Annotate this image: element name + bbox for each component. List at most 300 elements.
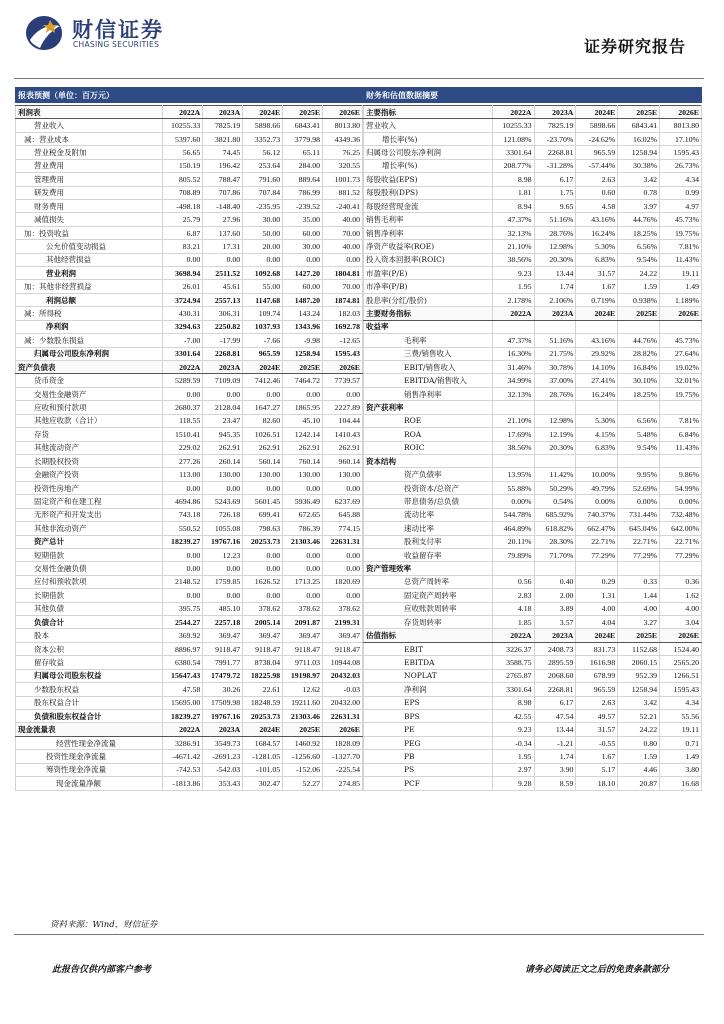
table-row xyxy=(364,750,702,763)
value-cell: 4694.86 xyxy=(163,495,203,508)
header-divider xyxy=(14,78,704,79)
value-cell: 20.30% xyxy=(534,441,576,454)
table-row xyxy=(16,401,363,414)
value-cell: 3.42 xyxy=(618,173,660,186)
value-cell: 1343.96 xyxy=(283,320,323,333)
table-section-header xyxy=(16,361,363,374)
row-label: 股利支付率 xyxy=(364,535,493,548)
value-cell xyxy=(660,454,702,467)
value-cell: 21.75% xyxy=(534,347,576,360)
value-cell xyxy=(576,401,618,414)
value-cell: 3779.98 xyxy=(283,132,323,145)
value-cell: 45.61 xyxy=(203,280,243,293)
value-cell: 2268.81 xyxy=(534,146,576,159)
value-cell: 3286.91 xyxy=(163,736,203,749)
value-cell: 0.00 xyxy=(163,481,203,494)
value-cell: 38.56% xyxy=(492,441,534,454)
value-cell: 12.62 xyxy=(283,683,323,696)
summary-column xyxy=(363,87,702,910)
table-row xyxy=(16,468,363,481)
value-cell: 0.00 xyxy=(163,548,203,561)
value-cell: -240.41 xyxy=(323,199,363,212)
table-row xyxy=(364,454,702,467)
value-cell: 1510.41 xyxy=(163,428,203,441)
row-label: 毛利率 xyxy=(364,334,493,347)
value-cell: 6.56% xyxy=(618,240,660,253)
table-section-header xyxy=(16,106,363,119)
year-header-cell: 2024E xyxy=(243,723,283,736)
value-cell: 3.90 xyxy=(534,763,576,776)
value-cell: 8738.04 xyxy=(243,656,283,669)
value-cell: 0.00 xyxy=(323,562,363,575)
value-cell: 3698.94 xyxy=(163,267,203,280)
value-cell: 9.54% xyxy=(618,441,660,454)
row-label: 净利润 xyxy=(364,683,493,696)
value-cell: 17.10% xyxy=(660,132,702,145)
table-row xyxy=(364,575,702,588)
value-cell: 788.47 xyxy=(203,173,243,186)
row-label: 交易性金融资产 xyxy=(16,387,163,400)
value-cell: 6.87 xyxy=(163,226,203,239)
data-source-note: 资料来源：Wind，财信证券 xyxy=(50,920,158,930)
year-header-cell: 2025E xyxy=(283,361,323,374)
value-cell: 12.98% xyxy=(534,414,576,427)
value-cell: 5601.45 xyxy=(243,495,283,508)
value-cell: 16.84% xyxy=(618,361,660,374)
value-cell: 1152.68 xyxy=(618,642,660,655)
value-cell xyxy=(492,562,534,575)
year-header-cell: 2024E xyxy=(576,307,618,320)
row-label: 营业费用 xyxy=(16,159,163,172)
value-cell: 208.77% xyxy=(492,159,534,172)
table-row xyxy=(364,320,702,333)
value-cell: 1626.52 xyxy=(243,575,283,588)
value-cell: 196.42 xyxy=(203,159,243,172)
value-cell: 17.69% xyxy=(492,428,534,441)
value-cell: 20253.73 xyxy=(243,709,283,722)
value-cell: 51.16% xyxy=(534,334,576,347)
row-label: 投资性现金净流量 xyxy=(16,750,163,763)
value-cell: 20.87 xyxy=(618,777,660,790)
value-cell: 44.76% xyxy=(618,213,660,226)
value-cell: 1487.20 xyxy=(283,293,323,306)
value-cell: 945.35 xyxy=(203,428,243,441)
value-cell: 2.63 xyxy=(576,173,618,186)
value-cell: 3724.94 xyxy=(163,293,203,306)
value-cell: 0.60 xyxy=(576,186,618,199)
value-cell: 889.64 xyxy=(283,173,323,186)
value-cell: 0.00 xyxy=(283,481,323,494)
value-cell: 26.73% xyxy=(660,159,702,172)
value-cell: 0.00 xyxy=(243,481,283,494)
value-cell: 31.57 xyxy=(576,723,618,736)
value-cell: -1327.70 xyxy=(323,750,363,763)
value-cell: 277.26 xyxy=(163,454,203,467)
value-cell: 7825.19 xyxy=(534,119,576,132)
table-row xyxy=(364,428,702,441)
row-label: 减值损失 xyxy=(16,213,163,226)
value-cell: 2680.37 xyxy=(163,401,203,414)
value-cell xyxy=(534,401,576,414)
table-row xyxy=(364,387,702,400)
table-section-header xyxy=(364,629,702,642)
value-cell: 2544.27 xyxy=(163,616,203,629)
row-label: 现金流量净额 xyxy=(16,777,163,790)
row-label: 市净率(P/B) xyxy=(364,280,493,293)
value-cell: 881.52 xyxy=(323,186,363,199)
value-cell: 13.44 xyxy=(534,267,576,280)
value-cell: 0.00 xyxy=(203,562,243,575)
value-cell xyxy=(618,401,660,414)
table-row xyxy=(364,132,702,145)
row-label: 销售净利率 xyxy=(364,387,493,400)
value-cell: 560.14 xyxy=(243,454,283,467)
value-cell: 137.60 xyxy=(203,226,243,239)
table-row xyxy=(364,522,702,535)
value-cell: 26.01 xyxy=(163,280,203,293)
value-cell: 16.68 xyxy=(660,777,702,790)
year-header-cell: 2023A xyxy=(534,307,576,320)
value-cell: 20.00 xyxy=(243,240,283,253)
value-cell: 1865.95 xyxy=(283,401,323,414)
value-cell: 5936.49 xyxy=(283,495,323,508)
value-cell: 18.25% xyxy=(618,226,660,239)
value-cell: 9.23 xyxy=(492,723,534,736)
value-cell xyxy=(576,454,618,467)
year-header-cell: 2024E xyxy=(576,106,618,119)
value-cell: 0.00 xyxy=(243,562,283,575)
row-label: 其他经营损益 xyxy=(16,253,163,266)
footer-disclaimer-right: 请务必阅读正文之后的免责条款部分 xyxy=(524,965,669,975)
row-label: 金融资产投资 xyxy=(16,468,163,481)
value-cell: 130.00 xyxy=(243,468,283,481)
value-cell: 791.60 xyxy=(243,173,283,186)
value-cell: 47.37% xyxy=(492,213,534,226)
value-cell: 1874.81 xyxy=(323,293,363,306)
table-row xyxy=(16,629,363,642)
table-row xyxy=(16,146,363,159)
table-row xyxy=(16,562,363,575)
value-cell: 7464.72 xyxy=(283,374,323,387)
value-cell: 3301.64 xyxy=(492,683,534,696)
value-cell: 1.49 xyxy=(660,280,702,293)
value-cell: 70.00 xyxy=(323,280,363,293)
value-cell: -0.03 xyxy=(323,683,363,696)
value-cell xyxy=(576,562,618,575)
row-label: EBIT xyxy=(364,642,493,655)
value-cell: 708.89 xyxy=(163,186,203,199)
value-cell: 8013.80 xyxy=(660,119,702,132)
value-cell: 77.29% xyxy=(660,548,702,561)
value-cell: -1256.60 xyxy=(283,750,323,763)
value-cell: 0.56 xyxy=(492,575,534,588)
value-cell: 302.47 xyxy=(243,777,283,790)
value-cell: 0.00 xyxy=(243,589,283,602)
value-cell: 19.11 xyxy=(660,267,702,280)
value-cell: 9.54% xyxy=(618,253,660,266)
table-row xyxy=(364,146,702,159)
value-cell: 1616.98 xyxy=(576,656,618,669)
value-cell: 2.00 xyxy=(534,589,576,602)
value-cell: 1595.43 xyxy=(323,347,363,360)
row-label: 资产获利率 xyxy=(364,401,493,414)
value-cell: 0.00 xyxy=(283,253,323,266)
table-row xyxy=(364,535,702,548)
year-header-cell: 2023A xyxy=(203,361,243,374)
value-cell: 30.38% xyxy=(618,159,660,172)
value-cell: -31.28% xyxy=(534,159,576,172)
value-cell: 20.30% xyxy=(534,253,576,266)
value-cell: -9.98 xyxy=(283,334,323,347)
value-cell: 30.00 xyxy=(283,240,323,253)
value-cell: 0.00 xyxy=(323,253,363,266)
row-label: 速动比率 xyxy=(364,522,493,535)
value-cell: 5289.59 xyxy=(163,374,203,387)
value-cell: 4.00 xyxy=(660,602,702,615)
table-row xyxy=(364,293,702,306)
value-cell: 60.00 xyxy=(283,226,323,239)
table-row xyxy=(16,226,363,239)
value-cell: 2005.14 xyxy=(243,616,283,629)
table-row xyxy=(364,226,702,239)
value-cell: 0.00 xyxy=(323,481,363,494)
value-cell: 55.00 xyxy=(243,280,283,293)
value-cell: 1.74 xyxy=(534,750,576,763)
value-cell: 21303.46 xyxy=(283,709,323,722)
value-cell: 2257.18 xyxy=(203,616,243,629)
value-cell: 4349.36 xyxy=(323,132,363,145)
value-cell: 952.39 xyxy=(618,669,660,682)
value-cell: 11.43% xyxy=(660,441,702,454)
row-label: 归属母公司股东净利润 xyxy=(364,146,493,159)
row-label: EBIT/销售收入 xyxy=(364,361,493,374)
value-cell: 32.01% xyxy=(660,374,702,387)
value-cell: 1.81 xyxy=(492,186,534,199)
year-header-cell: 2023A xyxy=(534,629,576,642)
value-cell: 1410.43 xyxy=(323,428,363,441)
table-row xyxy=(16,777,363,790)
value-cell: 13.44 xyxy=(534,723,576,736)
value-cell: 70.00 xyxy=(323,226,363,239)
year-header-cell: 2022A xyxy=(492,307,534,320)
row-label: 每股收益(EPS) xyxy=(364,173,493,186)
value-cell: 12.23 xyxy=(203,548,243,561)
value-cell: 50.00 xyxy=(243,226,283,239)
value-cell: 40.00 xyxy=(323,213,363,226)
value-cell: 1692.78 xyxy=(323,320,363,333)
value-cell: 51.16% xyxy=(534,213,576,226)
value-cell: -152.06 xyxy=(283,763,323,776)
value-cell: 121.08% xyxy=(492,132,534,145)
row-label: 资本结构 xyxy=(364,454,493,467)
value-cell: 28.82% xyxy=(618,347,660,360)
year-header-cell: 2026E xyxy=(323,361,363,374)
value-cell: 150.19 xyxy=(163,159,203,172)
value-cell: 1.75 xyxy=(534,186,576,199)
row-label: 净资产收益率(ROE) xyxy=(364,240,493,253)
row-label: 带息债务/总负债 xyxy=(364,495,493,508)
value-cell: 672.65 xyxy=(283,508,323,521)
value-cell: 7412.46 xyxy=(243,374,283,387)
value-cell: -101.05 xyxy=(243,763,283,776)
year-header-cell: 2023A xyxy=(534,106,576,119)
table-row xyxy=(364,374,702,387)
value-cell: 2511.52 xyxy=(203,267,243,280)
value-cell: 5.48% xyxy=(618,428,660,441)
value-cell: 284.00 xyxy=(283,159,323,172)
value-cell: -0.34 xyxy=(492,736,534,749)
table-row xyxy=(16,696,363,709)
value-cell: 0.29 xyxy=(576,575,618,588)
value-cell: 6.83% xyxy=(576,441,618,454)
value-cell: 3588.75 xyxy=(492,656,534,669)
value-cell: 1.95 xyxy=(492,750,534,763)
value-cell: 4.97 xyxy=(660,199,702,212)
value-cell: 6.17 xyxy=(534,173,576,186)
row-label: 应收和预付款项 xyxy=(16,401,163,414)
value-cell: 1595.43 xyxy=(660,146,702,159)
row-label: BPS xyxy=(364,709,493,722)
year-header-cell: 2024E xyxy=(243,361,283,374)
table-row xyxy=(364,481,702,494)
value-cell: -1.21 xyxy=(534,736,576,749)
table-row xyxy=(364,683,702,696)
value-cell: 369.47 xyxy=(203,629,243,642)
value-cell: 1804.81 xyxy=(323,267,363,280)
value-cell: 9.86% xyxy=(660,468,702,481)
value-cell: 30.00 xyxy=(243,213,283,226)
value-cell: 262.91 xyxy=(243,441,283,454)
value-cell: 38.56% xyxy=(492,253,534,266)
row-label: 负债和股东权益合计 xyxy=(16,709,163,722)
value-cell: -4671.42 xyxy=(163,750,203,763)
value-cell: 760.14 xyxy=(283,454,323,467)
financial-tables xyxy=(15,87,702,910)
table-row xyxy=(364,642,702,655)
value-cell: 52.21 xyxy=(618,709,660,722)
value-cell: 1828.09 xyxy=(323,736,363,749)
value-cell: 1460.92 xyxy=(283,736,323,749)
row-label: 研发费用 xyxy=(16,186,163,199)
value-cell: 1427.20 xyxy=(283,267,323,280)
value-cell: 7.81% xyxy=(660,240,702,253)
table-row xyxy=(364,334,702,347)
value-cell: 965.59 xyxy=(576,683,618,696)
row-label: EPS xyxy=(364,696,493,709)
value-cell: 1242.14 xyxy=(283,428,323,441)
value-cell: 5.30% xyxy=(576,414,618,427)
value-cell: 10944.08 xyxy=(323,656,363,669)
row-label: 资产负债率 xyxy=(364,468,493,481)
row-label: 净利润 xyxy=(16,320,163,333)
value-cell: 1524.40 xyxy=(660,642,702,655)
value-cell: 0.00 xyxy=(283,562,323,575)
row-label: 总资产周转率 xyxy=(364,575,493,588)
value-cell: 21.10% xyxy=(492,240,534,253)
value-cell: 29.92% xyxy=(576,347,618,360)
row-label: ROE xyxy=(364,414,493,427)
value-cell: 8896.97 xyxy=(163,642,203,655)
value-cell: 4.18 xyxy=(492,602,534,615)
value-cell: 1001.73 xyxy=(323,173,363,186)
row-label: 长期借款 xyxy=(16,589,163,602)
forecast-table xyxy=(15,105,363,791)
value-cell: -24.62% xyxy=(576,132,618,145)
value-cell: 618.82% xyxy=(534,522,576,535)
row-label: 投入资本回报率(ROIC) xyxy=(364,253,493,266)
value-cell xyxy=(492,401,534,414)
table-row xyxy=(16,602,363,615)
year-header-cell: 2022A xyxy=(492,106,534,119)
value-cell: 0.00 xyxy=(283,387,323,400)
table-row xyxy=(364,199,702,212)
value-cell: 18248.59 xyxy=(243,696,283,709)
value-cell: 12.98% xyxy=(534,240,576,253)
row-label: PCF xyxy=(364,777,493,790)
value-cell: 7991.77 xyxy=(203,656,243,669)
table-row xyxy=(364,656,702,669)
value-cell: 369.92 xyxy=(163,629,203,642)
row-label: 资产总计 xyxy=(16,535,163,548)
row-label: ROA xyxy=(364,428,493,441)
value-cell: 11.43% xyxy=(660,253,702,266)
value-cell: 6843.41 xyxy=(283,119,323,132)
row-label: PS xyxy=(364,763,493,776)
table-row xyxy=(16,347,363,360)
value-cell: -0.55 xyxy=(576,736,618,749)
value-cell: 6.17 xyxy=(534,696,576,709)
value-cell: 3.97 xyxy=(618,199,660,212)
year-header-cell: 2026E xyxy=(660,629,702,642)
value-cell: -742.53 xyxy=(163,763,203,776)
table-row xyxy=(364,723,702,736)
value-cell: 731.44% xyxy=(618,508,660,521)
value-cell: 2.106% xyxy=(534,293,576,306)
year-header-cell: 2026E xyxy=(660,307,702,320)
value-cell: -7.00 xyxy=(163,334,203,347)
row-label: 存货周转率 xyxy=(364,616,493,629)
value-cell: 43.16% xyxy=(576,334,618,347)
value-cell: 1759.85 xyxy=(203,575,243,588)
table-row xyxy=(16,253,363,266)
value-cell: 550.52 xyxy=(163,522,203,535)
year-header-cell: 2026E xyxy=(660,106,702,119)
row-label: 其他应收款（合计） xyxy=(16,414,163,427)
value-cell: 1.67 xyxy=(576,750,618,763)
value-cell: 9118.47 xyxy=(283,642,323,655)
value-cell: 32.13% xyxy=(492,387,534,400)
value-cell: 1266.51 xyxy=(660,669,702,682)
value-cell: 0.00 xyxy=(163,387,203,400)
value-cell: 0.00 xyxy=(203,387,243,400)
value-cell: 1258.94 xyxy=(618,146,660,159)
value-cell: 378.62 xyxy=(243,602,283,615)
value-cell: -225.54 xyxy=(323,763,363,776)
value-cell: 13.95% xyxy=(492,468,534,481)
table-row xyxy=(364,736,702,749)
value-cell: 2068.60 xyxy=(534,669,576,682)
value-cell: 9118.47 xyxy=(203,642,243,655)
value-cell: 130.00 xyxy=(283,468,323,481)
row-label: 负债合计 xyxy=(16,616,163,629)
value-cell: -498.18 xyxy=(163,199,203,212)
table-row xyxy=(16,320,363,333)
value-cell: 17.31 xyxy=(203,240,243,253)
table-section-header xyxy=(364,106,702,119)
value-cell: 260.14 xyxy=(203,454,243,467)
value-cell: 3226.37 xyxy=(492,642,534,655)
value-cell: 76.25 xyxy=(323,146,363,159)
